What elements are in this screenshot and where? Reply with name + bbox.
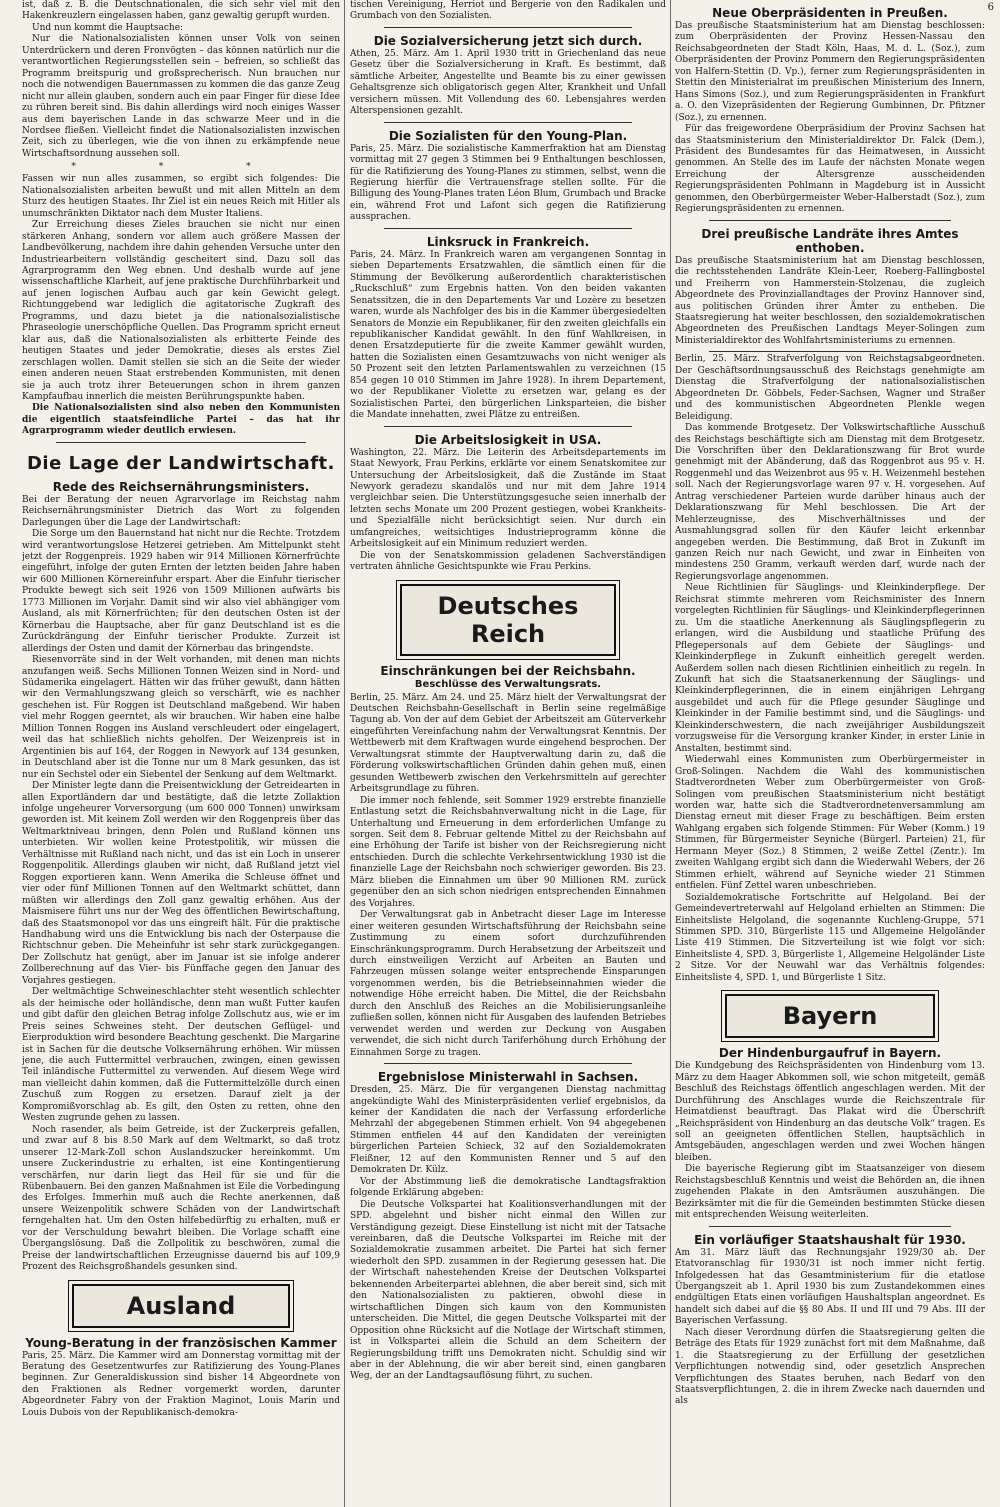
article-headline: Rede des Reichsernährungsministers. — [52, 479, 310, 494]
article-paragraph: Riesenvorräte sind in der Welt vorhanden, mit denen man nichts anzufangen weiß. Sechs Millionen Tonnen Weizen sind in Nord- und Südamerika eingelagert. Hätten wir das früher gewußt, dann hätten wir den Vermahlungszwang gleich so verschärft, wie es nachher geschehen ist. Für Roggen ist Deutschland maßgebend. Wir haben viel mehr Roggen geerntet, als wir brauchen. Wir haben eine halbe Million Tonnen Roggen ins Ausland verschleudert oder eingelagert, weil das hat schließlich nichts geholfen. Der Weizenpreis ist in Argentinien bis auf 164, der Roggen in Newyork auf 134 gesunken, in Deutschland aber ist die Tonne nur um 8 Mark gesunken, das ist nur ein Sechstel oder ein Siebentel der Senkung auf dem Weltmarkt. — [22, 655, 340, 780]
article-divider — [384, 122, 632, 123]
article-paragraph: Die immer noch fehlende, seit Sommer 1929 erstrebte finanzielle Entlastung setzt die Reichsbahnverwaltung nicht in die Lage, für Unterhaltung und Erneuerung in dem erforderlichen Umfange zu sorgen. Seit dem 8. Februar geltende Mittel zu der Reichsbahn auf eine Erhöhung der Tarife ist bisher von der Reichsregierung nicht entschieden. Durch die schlechte Verkehrsentwicklung 1930 ist die finanzielle Lage der Reichsbahn noch schwieriger geworden. Bis 23. März blieben die Einnahmen um über 90 Millionen RM. zurück gegenüber den an sich schon niedrigen entsprechenden Einnahmen des Vorjahres. — [350, 795, 666, 909]
article-headline: Drei preußische Landräte ihres Amtes enthoben. — [701, 226, 959, 255]
article-divider — [384, 426, 632, 427]
article-paragraph: Fassen wir nun alles zusammen, so ergibt sich folgendes: Die Nationalsozialisten arbeiten bewußt und mit allen Mitteln an dem Sturz des heutigen Staates. Ihr Ziel ist ein neues Reich mit Hitler als unumschränkten Diktator nach dem Muster Italiens. — [22, 174, 340, 219]
section-banner: Ausland — [72, 1284, 290, 1328]
article-headline: Ein vorläufiger Staatshaushalt für 1930. — [694, 1232, 966, 1247]
article-divider — [384, 1063, 632, 1064]
article-paragraph: Noch rasender, als beim Getreide, ist der Zuckerpreis gefallen, und zwar auf 8 bis 8.50 Mark auf dem Weltmarkt, so daß trotz unserer 12-Mark-Zoll schon Auslandszucker hereinkommt. Um unsere Zuckerindustrie zu erhalten, ist eine Kontingentierung verschärfen, nur darin liegt das Heil für sie und für die Rübenbauern. Bei den ganzen Maßnahmen ist Eile die Vorbedingung des Erfolges. Immerhin muß auch die Rechte anerkennen, daß unsere Weizenpolitik schwere Schäden von der Landwirtschaft ferngehalten hat. Um den Osten hilfebedürftig zu erhalten, muß er vor der Verschuldung bewahrt bleiben. Die Vorlage schafft eine Übergangslösung. Daß die Zollpolitik zu beschwören, zumal die Preise der landwirtschaftlichen Erzeugnisse dauernd bis auf 109,9 Prozent des Reichsgroßhandels gesunken sind. — [22, 1124, 340, 1273]
article-headline: Die Sozialisten für den Young-Plan. — [388, 128, 628, 143]
article-paragraph: Für das freigewordene Oberpräsidium der Provinz Sachsen hat das Staatsministerium den Ministerialdirektor Dr. Falck (Dem.), Präsident des Bundesamtes für das Heimatwesen, in Aussicht genommen. An Stelle des im Laufe der nächsten Monate wegen Erreichung der Altersgrenze ausscheidenden Regierungspräsidenten Pohlmann in Magdeburg ist in Aussicht genommen, den Oberbürgermeister Weber-Halberstadt (Soz.), zum Regierungspräsidenten zu ernennen. — [675, 124, 985, 215]
article-divider — [384, 27, 632, 28]
article-paragraph: Am 31. März läuft das Rechnungsjahr 1929/30 ab. Der Etatvoranschlag für 1930/31 ist noch immer nicht fertig. Infolgedessen hat das Gesamtministerium für die etatlose Übergangszeit ab 1. April 1930 bis zum Zustandekommen eines endgültigen Etats einen vorläufigen Haushaltsplan angeordnet. Es handelt sich dabei auf die §§ 80 Abs. II und III und 79 Abs. III der Bayerischen Verfassung. — [675, 1247, 985, 1327]
article-headline: Young-Beratung in der französischen Kammer — [25, 1335, 337, 1350]
article-paragraph: Paris, 25. März. Die sozialistische Kammerfraktion hat am Dienstag vormittag mit 27 gegen 3 Stimmen bei 9 Enthaltungen beschlossen, für die Ratifizierung des Young-Planes zu stimmen, selbst, wenn die Regierung hierfür die Vertrauensfrage stellen sollte. Für die Billigung des Young-Planes traten Léon Blum, Grumbach und Bracke ein, während Frot und Lafont sich gegen die Ratifizierung aussprachen. — [350, 143, 666, 223]
article-paragraph-bold: Die Nationalsozialisten sind also neben den Kommunisten die eigentlich staatsfeindliche Partei – das hat ihr Agrarprogramm wieder deutlich erwiesen. — [22, 403, 340, 437]
section-banner: Bayern — [725, 994, 935, 1038]
article-paragraph: Die bayerische Regierung gibt im Staatsanzeiger von diesem Reichstagsbeschluß Kenntnis und weist die Behörden an, die ihnen zugehenden Plakate in den Amtsräumen auszuhängen. Die Bezirksämter mit die für die Gemeinden bestimmten Stücke diesen mit entsprechenden Weisung weiterleiten. — [675, 1164, 985, 1221]
column-rule — [344, 0, 345, 1507]
article-headline: Die Lage der Landwirtschaft. — [26, 452, 335, 474]
section-banner: Deutsches Reich — [400, 584, 616, 656]
article-paragraph: Dresden, 25. März. Die für vergangenen Dienstag nachmittag angekündigte Wahl des Ministerpräsidenten verlief ergebnislos, da keiner der Kandidaten die nach der Verfassung erforderliche Mehrzahl der abgegebenen Stimmen erhielt. Von 94 abgegebenen Stimmen entfielen 44 auf den Kandidaten der vereinigten bürgerlichen Parteien Schieck, 32 auf den Sozialdemokraten Fleißner, 12 auf den Kommunisten Renner und 5 auf den Demokraten Dr. Külz. — [350, 1085, 666, 1176]
article-divider — [56, 442, 306, 443]
article-paragraph: Paris, 24. März. In Frankreich waren am vergangenen Sonntag in sieben Departements Ersatzwahlen, die sämtlich einen für die Stimmung der Bevölkerung außerordentlich charakteristischen „Ruckschluß“ zum Ergebnis hatten. Von den beiden vakanten Senatssitzen, die in den Departements Var und Lozère zu besetzen waren, wurde als Nachfolger des bis in die Kammer übergesiedelten Senators de Monzie ein Republikaner, für den zweiten gleichfalls ein republikanischer Kandidat gewählt. In den fünf Wahlkreisen, in denen Ersatzdeputierte für die zweite Kammer gewählt wurden, hatten die Sozialisten einen Gesamtzuwachs von nicht weniger als 50 Prozent seit den letzten Parlamentswahlen zu verzeichnen (15 854 gegen 10 010 Stimmen im Jahre 1928). In ihrem Departement, wo der Republikaner Violette zu ersetzen war, gelang es der Sozialistischen Partei, den bürgerlichen Linksparteien, die bisher die Mandate innehatten, zwei Plätze zu entreißen. — [350, 249, 666, 421]
article-subheadline: Beschlüsse des Verwaltungsrats. — [414, 678, 602, 690]
page-number: 6 — [987, 2, 994, 13]
article-paragraph: Der weltmächtige Schweineschlachter steht wesentlich schlechter als der heimische oder holländische, denn man wußt Futter kaufen und gibt dafür den gleichen Betrag infolge Zollschutz aus, wie er im Preis seines Schweines steht. Der deutschen Geflügel- und Eierproduktion wird besondere Beachtung geschenkt. Die Margarine ist in Sachen für die deutsche Volksernährung erhöhen. Wir müssen jene, die auch Futtermittel verbrauchen, zwingen, einen gewissen Teil inländische Futtermittel zu verwenden. Auf diesem Wege wird man vielleicht dahin kommen, daß die Futtermittelzölle durch einen Zuschuß zum Roggen zu ersetzen. Darauf zielt ja der Kompromißvorschlag ab. Es gilt, den Osten zu retten, ohne den Westen zugrunde gehen zu lassen. — [22, 987, 340, 1124]
article-paragraph: tischen Vereinigung, Herriot und Bergerie von den Radikalen und Grumbach von den Sozialisten. — [350, 0, 666, 22]
article-paragraph: Die Kundgebung des Reichspräsidenten von Hindenburg vom 13. März zu dem Haager Abkommen soll, wie schon mitgeteilt, gemäß Beschluß des Reichstags öffentlich angeschlagen werden. Mit der Durchführung des Anschlages wurde die Reichszentrale für Heimatdienst beauftragt. Das Plakat wird die Überschrift „Reichspräsident von Hindenburg an das deutsche Volk“ tragen. Es soll an geeigneten öffentlichen Stellen, hauptsächlich in Amtsgebäuden, angeschlagen werden und zwei Wochen hängen bleiben. — [675, 1061, 985, 1163]
article-headline: Neue Oberpräsidenten in Preußen. — [712, 6, 948, 20]
column-left — [22, 0, 340, 1507]
article-divider — [384, 228, 632, 229]
article-paragraph: Die Sorge um den Bauernstand hat nicht nur die Rechte. Trotzdem wird verantwortungslose Hetzerei getrieben. Am Mittelpunkt steht jetzt der Roggenpreis. 1929 haben wir 914 Millionen Körnerfrüchte eingeführt, infolge der guten Ernten der letzten beiden Jahre haben wir 600 Millionen Körnereinfuhr erspart. Aber die Einfuhr tierischer Produkte bewegt sich seit 1926 von 1509 Millionen aufwärts bis 1773 Millionen im Vorjahr. Damit sind wir also viel abhängiger vom Ausland, als mit Körnerfrüchten; für den deutschen Osten ist der Körnerbau die Hauptsache, aber für ganz Deutschland ist es die Zurückdrängung der Einfuhr tierischer Produkte. Zurzeit ist allerdings der Osten und damit der Körnerbau das bringendste. — [22, 529, 340, 654]
article-paragraph: Bei der Beratung der neuen Agrarvorlage im Reichstag nahm Reichsernährungsminister Dietrich das Wort zu folgenden Darlegungen über die Lage der Landwirtschaft: — [22, 494, 340, 528]
article-paragraph: Das preußische Staatsministerium hat am Dienstag beschlossen: zum Oberpräsidenten der Provinz Hessen-Nassau den Reichsabgeordneten der Stadt Köln, Haas, M. d. L. (Soz.), zum Oberpräsidenten der Provinz Pommern den Regierungspräsidenten von Halfern-Stettin (D. Vp.), ferner zum Regierungspräsidenten in Stettin den Ministerialrat im preußischen Ministerium des Innern, Hans Simons (Soz.), und zum Regierungspräsidenten in Frankfurt a. O. den Vizepräsidenten der Regierung Gumbinnen, Dr. Pfitzner (Soz.), zu ernennen. — [675, 21, 985, 123]
article-paragraph: Nur die Nationalsozialisten können unser Volk von seinen Unterdrückern und deren Fronvögten – das können natürlich nur die verantwortlichen Regierungsstellen sein – befreien, so schließt das Programm breitspurig und großsprecherisch. Nun brauchen nur noch die notwendigen Bauernmassen zu kommen die das ganze Zeug nicht nur allein glauben, sondern auch ein paar Finger für diese Idee zu rühren bereit sind. Bis dahin allerdings wird noch einiges Wasser aus dem bayerischen Lande in das schwarze Meer und in die Nordsee fließen. Vielleicht findet die Nationalsozialisten inzwischen Zeit, sich zu überlegen, wie die von ihnen zu erkämpfende neue Wirtschaftsordnung aussehen soll. — [22, 34, 340, 159]
article-paragraph: Washington, 22. März. Die Leiterin des Arbeitsdepartements im Staat Newyork, Frau Perkins, erklärte vor einem Senatskomitee zur Untersuchung der Arbeitslosigkeit, daß die Zustände im Staat Newyork geradezu skandalös und nur mit dem Jahre 1914 vergleichbar seien. Die Unterstützungsgesuche seien innerhalb der letzten sechs Monate um 200 Prozent gestiegen, wobei Krankheits- und Spezialfälle nicht berücksichtigt seien. Nur durch ein umfangreiches, weitsichtiges Industrieprogramm könne die Arbeitslosigkeit auf ein Minimum reduziert werden. — [350, 447, 666, 550]
article-headline: Einschränkungen bei der Reichsbahn. — [380, 663, 636, 678]
article-paragraph: Vor der Abstimmung ließ die demokratische Landtagsfraktion folgende Erklärung abgeben: — [350, 1176, 666, 1199]
article-paragraph: Die Deutsche Volkspartei hat Koalitionsverhandlungen mit der SPD. abgelehnt und bisher nicht einmal den Willen zur Verständigung gezeigt. Diese Einstellung ist nicht mit der Tatsache vereinbaren, daß die Deutsche Volkspartei im Reiche mit der Sozialdemokratie zusammen arbeitet. Die Partei hat sich ferner wiederholt den SPD. zusammen in der Regierung gesessen hat. Die der Wirtschaft nahestehenden Kreise der Deutschen Volkspartei bekennenden Arbeiterpartei ablehnen, die aber bereit sind, sich mit den Nationalsozialisten zu paktieren, obwohl diese in wirtschaftlichen Dingen sich kaum von den Kommunisten unterscheiden. Die Mittel, die gegen Deutsche Volkspartei mit der Opposition ohne Rücksicht auf die Notlage der Wirtschaft stimmen, ist in Volkspartei allein die Schuld an dem Scheitern der Regierungsbildung trifft uns Demokraten nicht. Schuldig sind wir aber in der Ablehnung, die wir aber bereit sind, einen gangbaren Weg, der an der Landtagsauflösung führt, zu suchen. — [350, 1199, 666, 1382]
article-paragraph: Sozialdemokratische Fortschritte auf Helgoland. Bei der Gemeindevertreterwahl auf Helgoland erhielten an Stimmen: Die Einheitsliste Helgoland, die sogenannte Kuchleng-Gruppe, 571 Stimmen SPD. 310, Bürgerliste 115 und Allgemeine Helgoländer Liste 419 Stimmen. Die Sitzverteilung ist wie folgt vor sich: Einheitsliste 4, SPD. 3, Bürgerliste 1, Allgemeine Helgoländer Liste 2 Sitze. Vor der Neuwahl war das Verhältnis folgendes: Einheitsliste 4, SPD. 1, und Bürgerliste 1 Sitz. — [675, 892, 985, 983]
article-paragraph: Berlin, 25. März. Strafverfolgung von Reichstagsabgeordneten. Der Geschäftsordnungsausschuß des Reichstags genehmigte am Dienstag die Strafverfolgung der nationalsozialistischen Abgeordneten Dr. Göbbels, Feder-Sachsen, Wagner und Straßer und des kommunistischen Abgeordneten Plenkle wegen Beleidigung. — [675, 354, 985, 422]
article-divider — [709, 220, 951, 221]
article-paragraph: Paris, 25. März. Die Kammer wird am Donnerstag vormittag mit der Beratung des Gesetzentwurfes zur Ratifizierung des Young-Planes beginnen. Zur Generaldiskussion sind bisher 14 Abgeordnete von den Fraktionen als Redner vorgemerkt worden, darunter Abgeordneter Fabry von der Fraktion Maginot, Louis Marin und Louis Dubois von der Republikanisch-demokra- — [22, 1350, 340, 1418]
article-headline: Die Sozialversicherung jetzt sich durch. — [373, 33, 643, 48]
article-paragraph: Wiederwahl eines Kommunisten zum Oberbürgermeister in Groß-Solingen. Nachdem die Wahl des kommunistischen Stadtverordneten Weber zum Oberbürgermeister von Groß-Solingen vom preußischen Staatsministerium nicht bestätigt worden war, hatte sich die Stadtverordnetenversammlung am Dienstag erneut mit dieser Frage zu beschäftigen. Beim ersten Wahlgang ergaben sich folgende Stimmen: Für Weber (Komm.) 19 Stimmen, für Bürgermeister Seyniche (Bürgerl. Parteien) 21, für Hermann Meyer (Soz.) 8 Stimmen, 2 weiße Zettel (Zentr.). Im zweiten Wahlgang ergibt sich dann die Wiederwahl Webers, der 26 Stimmen erhielt, während auf Seyniche wieder 21 Stimmen entfielen. Fünf Zettel waren unbeschrieben. — [675, 755, 985, 892]
article-paragraph: Neue Richtlinien für Säuglings- und Kleinkinderpflege. Der Reichsrat stimmte mehreren vom Reichsminister des Innern vorgelegten Richtlinien für Säuglings- und Kleinkinderpflegerinnen zu. Um die staatliche Anerkennung als Säuglingspflegerin zu erlangen, wird die Ausbildung und staatliche Prüfung des Pflegepersonals auf dem Gebiete der Säuglings- und Kleinkinderpflege in Zukunft einheitlich geregelt werden. Außerdem sollen nach diesen Richtlinien einheitlich zu regeln. In Zukunft hat sich die Staatsanerkennung der Säuglings- und Kleinkinderpflegerinnen, die in einem einjährigen Lehrgang ausgebildet und auch für die Pflege gesunder Säuglinge und Kleinkinder in der Familie bestimmt sind, und die Säuglings- und Kleinkinderschwestern, die nach zweijähriger Ausbildungszeit vorzugsweise für die Versorgung kranker Kinder, in erster Linie in Anstalten, bestimmt sind. — [675, 583, 985, 754]
article-paragraph: Das kommende Brotgesetz. Der Volkswirtschaftliche Ausschuß des Reichstags beschäftigte sich am Dienstag mit dem Brotgesetz. Die Vorschriften über den Deklarationszwang für Brot wurde genehmigt mit der Abänderung, daß das Roggenbrot aus 95 v. H. Roggenmehl und das Weizenbrot aus 95 v. H. Weizenmehl bestehen soll. Nach der Regierungsvorlage waren 97 v. H. vorgesehen. Auf Antrag verschiedener Parteien wurde darüber hinaus auch der Deklarationszwang für Mehl beschlossen. Die Art der Mehlerzeugnisse, des Mischverhältnisses und der Ausmahlungsgrad sollen für den Käufer leicht erkennbar angegeben werden. Die Bestimmung, daß Brot in Zukunft im ganzen Reich nur nach Gewicht, und zwar in Einheiten von mindestens 250 Gramm, verkauft werden darf, wurde nach der Regierungsvorlage angenommen. — [675, 423, 985, 582]
article-paragraph: Der Verwaltungsrat gab in Anbetracht dieser Lage im Interesse einer weiteren gesunden Wirtschaftsführung der Reichsbahn seine Zustimmung zu einem sofort durchzuführenden Einschränkungsprogramm. Durch Herabsetzung der Arbeitszeit und durch einstweiligen Verzicht auf Arbeiten an Bauten und Fahrzeugen müssen solange weiter entsprechende Einsparungen vorgenommen werden, bis die Betriebseinnahmen wieder die notwendige Höhe erreicht haben. Die Mittel, die der Reichsbahn durch den Anschluß des Reiches an die Mobilisierungsanleihe zufließen sollen, können nicht für Ausgaben des laufenden Betriebes verwendet werden und werden zur Deckung von Ausgaben verwendet, die sich nicht durch Tariferhöhung durch Erhöhung der Einnahmen Sorge zu tragen. — [350, 910, 666, 1058]
article-headline: Die Arbeitslosigkeit in USA. — [414, 432, 602, 447]
column-middle — [350, 0, 666, 1507]
article-paragraph: ist, daß z. B. die Deutschnationalen, die sich sehr viel mit den Hakenkreuzlern eingelassen haben, ganz gewaltig gerupft wurden. — [22, 0, 340, 22]
article-paragraph: Und nun kommt die Hauptsache: — [32, 22, 184, 33]
article-paragraph: Zur Erreichung dieses Zieles brauchen sie nicht nur einen stärkeren Anhang, sondern vor allem auch größere Massen der Landbevölkerung, nachdem ihre dahin gehenden Versuche unter den Industriearbeitern vollständig gescheitert sind. Dazu soll das Agrarprogramm den Weg ebnen. Und deshalb wurde auf jene wissenschaftliche Klarheit, auf jene praktische Durchführbarkeit und auf jenen logischen Aufbau auch gar kein Gewicht gelegt. Richtunggebend war lediglich die agitatorische Zugkraft des Programms, und dazu bietet ja die nationalsozialistische Phraseologie unerschöpfliche Quellen. Das Programm spricht erneut klar aus, daß die Nationalsozialisten als erbitterte Feinde des heutigen Staates und jeder Demokratie, dieses als erstes Ziel zerschlagen wollen. Damit stellen sie sich an die Seite der wieder einen anderen neuen Staat erstrebenden Kommunisten, mit denen sie ja auch trotz ihrer Beteuerungen schon in ihrem ganzen Kampfaufbau innerlich die meisten Berührungspunkte haben. — [22, 220, 340, 402]
column-right — [675, 0, 985, 1507]
article-divider — [709, 351, 951, 352]
section-divider-stars: * * * — [71, 162, 291, 173]
column-rule — [670, 0, 671, 1507]
article-paragraph: Der Minister legte dann die Preisentwicklung der Getreidearten in allen Exportländern dar und bestätigte, daß die letzte Zollaktion infolge ungeheurer Vorversorgung (um 600 000 Tonnen) unwirksam geworden ist. Mit keinem Zoll werden wir den Roggenpreis über das Weltmarktniveau bringen, denn Polen und Rußland können uns unterbieten. Wir wollen keine Protestpolitik, wir müssen die Verhältnisse mit Rußland nach nicht, und das ist ein Loch in unserer Roggenpolitik. Allerdings glauben wir nicht, daß Rußland jetzt viel Roggen exportieren kann. Wenn Amerika die Schleuse öffnet und vier oder fünf Millionen Tonnen auf den Weltmarkt schüttet, dann müßten wir allerdings den Zoll ganz gewaltig erhöhen. Aus der Maismisere führt uns nur der Weg des öffentlichen Bewirtschaftung, daß des Staatsmonopol vor das uns eingreift hält. Für die praktische Handhabung wird uns die Entwicklung bis nach der Osterpause die Richtschnur geben. Die Meheinfuhr ist sehr stark zurückgegangen. Der Zollschutz hat genügt, aber im Januar ist sie infolge anderer Zollberechnung auf das Vier- bis Fünffache gegen den Januar des Vorjahres gestiegen. — [22, 781, 340, 986]
article-paragraph: Die von der Senatskommission geladenen Sachverständigen vertraten ähnliche Gesichtspunkte wie Frau Perkins. — [350, 550, 666, 573]
article-headline: Der Hindenburgaufruf in Bayern. — [718, 1046, 942, 1061]
article-paragraph: Das preußische Staatsministerium hat am Dienstag beschlossen, die rechtsstehenden Landräte Klein-Leer, Roeberg-Fallingbostel und Freiherrn von Hammerstein-Stolzenau, die zugleich Abgeordnete des Provinziallandtages der Provinz Hannover sind, aus politischen Gründen ihrer Ämter zu entheben. Die Staatsregierung hat weiter beschlossen, den sozialdemokratischen Abgeordneten des Preußischen Landtags Meyer-Solingen zum Ministerialdirektor des Wohlfahrtsministeriums zu ernennen. — [675, 255, 985, 346]
article-paragraph: Athen, 25. März. Am 1. April 1930 tritt in Griechenland das neue Gesetz über die Sozialversicherung in Kraft. Es bestimmt, daß sämtliche Arbeiter, Angestellte und Beamte bis zu einer gewissen Gehaltsgrenze sich obligatorisch gegen Alter, Krankheit und Unfall versichern müssen. Mit Vollendung des 60. Lebensjahres werden Alterspensionen gezahlt. — [350, 48, 666, 117]
article-headline: Linksruck in Frankreich. — [426, 234, 590, 249]
article-headline: Ergebnislose Ministerwahl in Sachsen. — [377, 1070, 639, 1085]
article-paragraph: Nach dieser Verordnung dürfen die Staatsregierung gelten die Beträge des Etats für 1929 zunächst fort mit dem Maßnahme, daß 1. die Staatsregierung zu der Erfüllung der gesetzlichen Verpflichtungen notwendig sind, oder gesetzlich Ansprechen Verpflichtungen des Staates beruhen, nach Bedarf von den Staatsverpflichtungen, 2. die in ihrem Zwecke nach dauernden und als — [675, 1327, 985, 1407]
article-divider — [709, 1226, 951, 1227]
article-paragraph: Berlin, 25. März. Am 24. und 25. März hielt der Verwaltungsrat der Deutschen Reichsbahn-Gesellschaft in Berlin seine regelmäßige Tagung ab. Von der auf dem Gebiet der Arbeitszeit am Güterverkehr eingeführten Vereinfachung nahm der Verwaltungsrat Kenntnis. Der Wettbewerb mit dem Kraftwagen wurde eingehend besprochen. Der Verwaltungsrat stimmte der Hauptverwaltung darin zu, daß die Förderung volkswirtschaftlichen Gründen dahin gehen muß, einen gesunden Wettbewerb zwischen den Verkehrsmitteln auf gerechter Arbeitsgrundlage zu führen. — [350, 692, 666, 795]
